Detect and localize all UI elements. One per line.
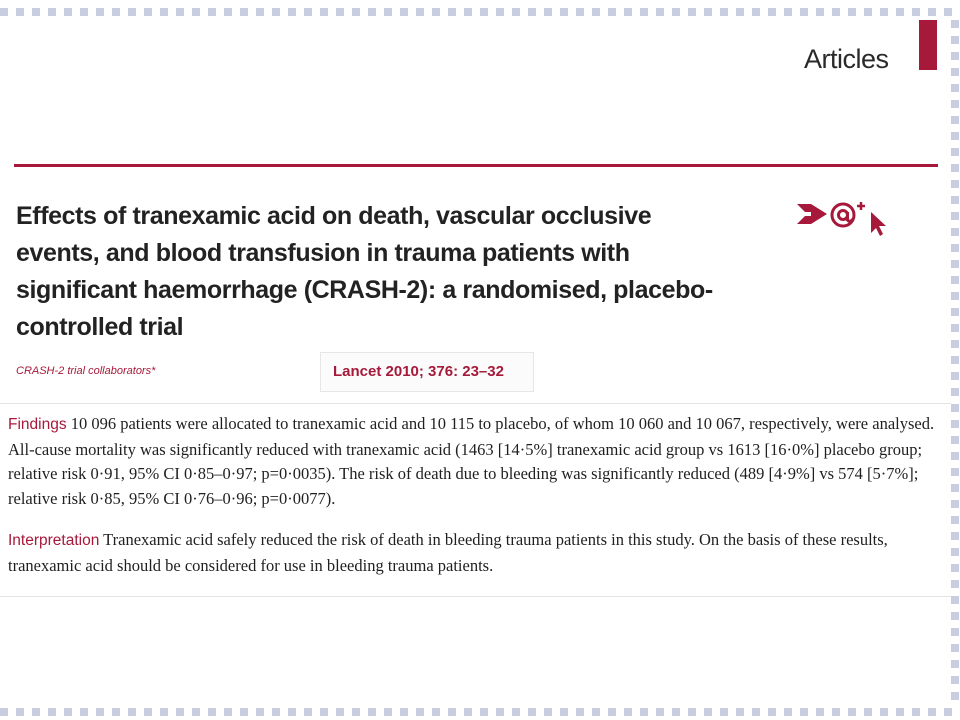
interpretation-paragraph: [8, 528, 943, 578]
findings-paragraph: [8, 412, 943, 511]
arrow-icon[interactable]: [797, 204, 827, 224]
top-dotted-border: [0, 8, 960, 16]
section-tab-marker: [919, 20, 937, 70]
article-action-icons: [795, 198, 890, 238]
header-rule: [14, 164, 938, 167]
email-icon[interactable]: [832, 204, 854, 226]
citation-box: [320, 352, 534, 392]
findings-heading: Findings: [8, 416, 67, 433]
interpretation-text: Tranexamic acid safely reduced the risk of death in bleeding trauma patients in this study. On the basis of these results, tranexamic acid should be considered for use in bleeding trauma patients.: [8, 530, 888, 575]
article-title: Effects of tranexamic acid on death, vascular occlusive events, and blood transfusion in trauma patients with significant haemorrhage (CRASH-2): a randomised, placebo-controlled trial: [16, 202, 713, 341]
click-cursor-icon[interactable]: [857, 202, 886, 236]
bottom-dotted-border: [0, 708, 960, 716]
journal-citation: Lancet 2010; 376: 23–32: [333, 363, 504, 380]
abstract-excerpt: [0, 403, 951, 597]
author-byline: CRASH-2 trial collaborators*: [16, 365, 156, 377]
right-dotted-border: [951, 20, 959, 700]
section-label: Articles: [804, 44, 889, 74]
interpretation-heading: Interpretation: [8, 532, 100, 549]
findings-text: 10 096 patients were allocated to tranexamic acid and 10 115 to placebo, of whom 10 060 and 10 067, respectively, were analysed. All-cause mortality was significantly reduced with tranexamic acid (1463 [14·5%] tranexamic acid group vs 1613 [16·0%] placebo group; relative risk 0·91, 95% CI 0·85–0·97; p=0·0035). The risk of death due to bleeding was significantly reduced (489 [4·9%] vs 574 [5·7%]; relative risk 0·85, 95% CI 0·76–0·96; p=0·0077).: [8, 414, 935, 508]
